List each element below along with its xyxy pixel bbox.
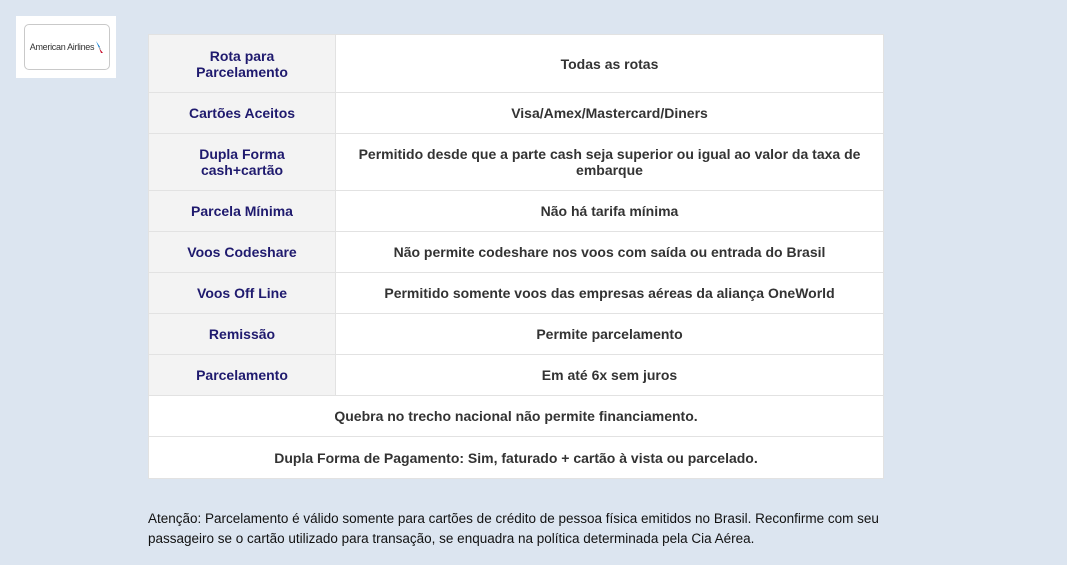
table-row: [149, 396, 884, 437]
row-label: Dupla Forma cash+cartão: [149, 134, 336, 191]
row-value: Não permite codeshare nos voos com saída ou entrada do Brasil: [336, 232, 884, 273]
table-row: [149, 273, 884, 314]
row-value: Não há tarifa mínima: [336, 191, 884, 232]
row-label: Parcela Mínima: [149, 191, 336, 232]
table-row: [149, 232, 884, 273]
row-value: Visa/Amex/Mastercard/Diners: [336, 93, 884, 134]
table-row: [149, 35, 884, 93]
row-label: Voos Off Line: [149, 273, 336, 314]
attention-note: Atenção: Parcelamento é válido somente para cartões de crédito de pessoa física emitidos no Brasil. Reconfirme com seu passageiro se o cartão utilizado para transação, se enquadra na política determinada pela Cia Aérea.: [148, 511, 879, 546]
flight-symbol-icon: [95, 40, 104, 54]
row-label: Cartões Aceitos: [149, 93, 336, 134]
installment-policy-table: [148, 34, 884, 479]
row-value: Em até 6x sem juros: [336, 355, 884, 396]
row-label: Parcelamento: [149, 355, 336, 396]
table-row: [149, 191, 884, 232]
row-value: Todas as rotas: [336, 35, 884, 93]
full-width-note: Dupla Forma de Pagamento: Sim, faturado + cartão à vista ou parcelado.: [149, 437, 884, 479]
table-row: [149, 437, 884, 479]
row-value: Permitido somente voos das empresas aéreas da aliança OneWorld: [336, 273, 884, 314]
full-width-note: Quebra no trecho nacional não permite financiamento.: [149, 396, 884, 437]
row-label: Remissão: [149, 314, 336, 355]
row-label: Voos Codeshare: [149, 232, 336, 273]
row-value: Permitido desde que a parte cash seja superior ou igual ao valor da taxa de embarque: [336, 134, 884, 191]
airline-logo: [16, 16, 116, 78]
row-label: Rota para Parcelamento: [149, 35, 336, 93]
table-row: [149, 314, 884, 355]
logo-text: American Airlines: [29, 42, 95, 52]
table-row: [149, 355, 884, 396]
table-row: [149, 93, 884, 134]
logo-frame: [24, 24, 110, 70]
row-value: Permite parcelamento: [336, 314, 884, 355]
table-row: [149, 134, 884, 191]
